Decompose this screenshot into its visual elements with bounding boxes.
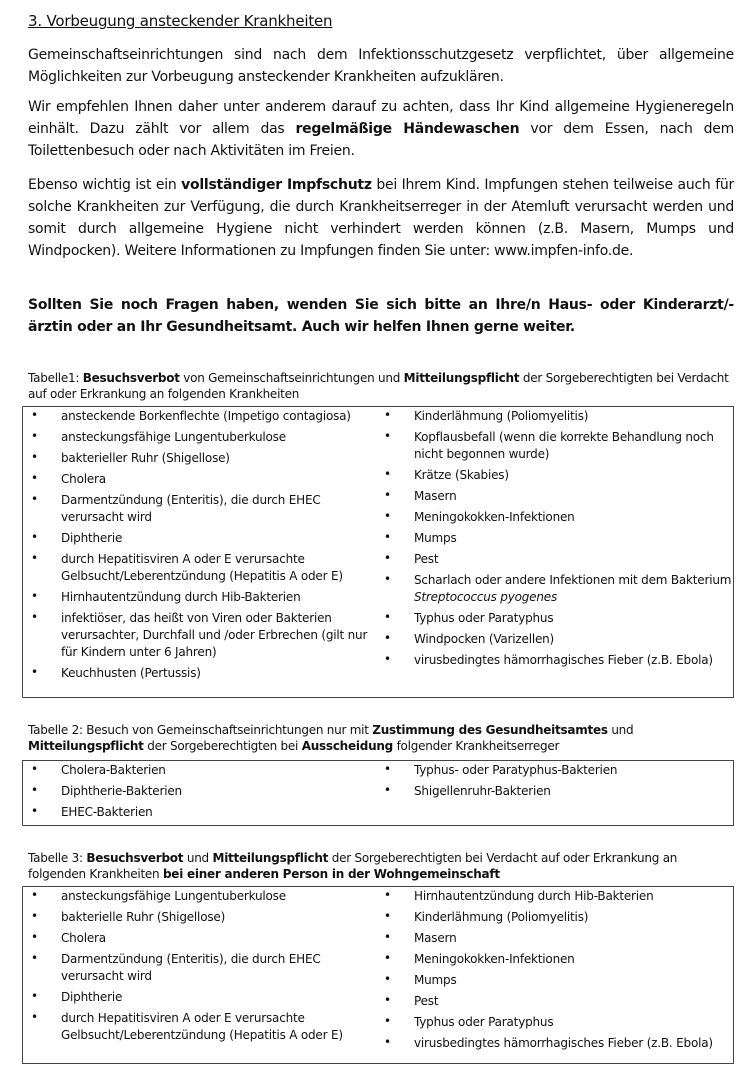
table1-left-list	[27, 407, 378, 685]
list-item: • Darmentzündung (Enteritis), die durch EHEC verursacht wird	[31, 492, 321, 524]
bullet-icon: •	[31, 783, 38, 797]
bullet-icon: •	[384, 993, 391, 1007]
table3	[22, 886, 734, 1064]
bullet-icon: •	[384, 888, 391, 902]
list-item: • Meningokokken-Infektionen	[384, 509, 575, 524]
contact-paragraph: Sollten Sie noch Fragen haben, wenden Sie sich bitte an Ihre/n Haus- oder Kinderarzt/-ärztin oder an Ihr Gesundheitsamt. Auch wir helfen Ihnen gerne weiter.	[28, 297, 734, 335]
list-item: • Typhus- oder Paratyphus-Bakterien	[384, 762, 618, 777]
bullet-icon: •	[384, 530, 391, 544]
list-item: • Krätze (Skabies)	[384, 467, 509, 482]
list-item: • Hirnhautentzündung durch Hib-Bakterien	[31, 589, 301, 604]
list-item: • Diphtherie	[31, 530, 123, 545]
list-item: • Meningokokken-Infektionen	[384, 951, 575, 966]
list-item: • Scharlach oder andere Infektionen mit dem Bakterium Streptococcus pyogenes	[384, 572, 732, 604]
list-item: • Cholera	[31, 930, 106, 945]
bullet-icon: •	[384, 488, 391, 502]
list-item: • Mumps	[384, 972, 457, 987]
bullet-icon: •	[31, 930, 38, 944]
list-item: • Masern	[384, 488, 457, 503]
list-item: • Masern	[384, 930, 457, 945]
list-item: • virusbedingtes hämorrhagisches Fieber (z.B. Ebola)	[384, 1035, 713, 1050]
bullet-icon: •	[31, 1010, 38, 1024]
list-item: • Mumps	[384, 530, 457, 545]
list-item: • ansteckende Borkenflechte (Impetigo contagiosa)	[31, 408, 351, 423]
list-item: • Kinderlähmung (Poliomyelitis)	[384, 909, 589, 924]
table1	[22, 406, 734, 698]
list-item: • Pest	[384, 993, 439, 1008]
list-item: • Cholera	[31, 471, 106, 486]
bullet-icon: •	[384, 631, 391, 645]
list-item: • bakterieller Ruhr (Shigellose)	[31, 450, 230, 465]
list-item: • Cholera-Bakterien	[31, 762, 166, 777]
bullet-icon: •	[31, 989, 38, 1003]
bullet-icon: •	[31, 589, 38, 603]
list-item: • bakterielle Ruhr (Shigellose)	[31, 909, 226, 924]
section-heading: 3. Vorbeugung ansteckender Krankheiten	[28, 12, 333, 30]
bullet-icon: •	[384, 572, 391, 586]
list-item: • Diphtherie-Bakterien	[31, 783, 182, 798]
bullet-icon: •	[384, 972, 391, 986]
list-item: • Typhus oder Paratyphus	[384, 1014, 554, 1029]
bullet-icon: •	[384, 551, 391, 565]
list-item: • EHEC-Bakterien	[31, 804, 153, 819]
bullet-icon: •	[31, 551, 38, 565]
list-item: • Kopflausbefall (wenn die korrekte Behandlung noch nicht begonnen wurde)	[384, 429, 714, 461]
list-item: • durch Hepatitisviren A oder E verursachte Gelbsucht/Leberentzündung (Hepatitis A oder E)	[31, 551, 343, 583]
bullet-icon: •	[384, 951, 391, 965]
table2-right-list	[380, 761, 733, 803]
list-item: • Diphtherie	[31, 989, 123, 1004]
bullet-icon: •	[31, 429, 38, 443]
table3-left-list	[27, 887, 378, 1047]
bullet-icon: •	[31, 450, 38, 464]
bullet-icon: •	[31, 909, 38, 923]
table2	[22, 760, 734, 826]
bullet-icon: •	[384, 429, 391, 443]
bullet-icon: •	[31, 665, 38, 679]
table3-caption: Tabelle 3: Besuchsverbot und Mitteilungspflicht der Sorgeberechtigten bei Verdacht auf oder Erkrankung an folgenden Krankheiten bei einer anderen Person in der Wohngemeinschaft	[28, 851, 678, 881]
vaccination-paragraph: Ebenso wichtig ist ein vollständiger Impfschutz bei Ihrem Kind. Impfungen stehen teilweise auch für solche Krankheiten zur Verfügung, die durch Krankheitserreger in der Atemluft verursacht werden und somit durch allgemeine Hygiene nicht verhindert werden können (z.B. Masern, Mumps und Windpocken). Weitere Informationen zu Impfungen finden Sie unter: www.impfen-info.de.	[28, 177, 734, 259]
table1-right-list	[380, 407, 733, 672]
list-item: • ansteckungsfähige Lungentuberkulose	[31, 888, 286, 903]
list-item: • Typhus oder Paratyphus	[384, 610, 554, 625]
bullet-icon: •	[384, 408, 391, 422]
bullet-icon: •	[384, 1014, 391, 1028]
bullet-icon: •	[384, 1035, 391, 1049]
list-item: • durch Hepatitisviren A oder E verursachte Gelbsucht/Leberentzündung (Hepatitis A oder E)	[31, 1010, 343, 1042]
table2-left-list	[27, 761, 378, 824]
bullet-icon: •	[384, 930, 391, 944]
bullet-icon: •	[384, 467, 391, 481]
table1-caption: Tabelle1: Besuchsverbot von Gemeinschaftseinrichtungen und Mitteilungspflicht der Sorgeberechtigten bei Verdacht auf oder Erkrankung an folgenden Krankheiten	[28, 371, 729, 401]
list-item: • Hirnhautentzündung durch Hib-Bakterien	[384, 888, 654, 903]
list-item: • virusbedingtes hämorrhagisches Fieber (z.B. Ebola)	[384, 652, 713, 667]
bullet-icon: •	[31, 492, 38, 506]
list-item: • Kinderlähmung (Poliomyelitis)	[384, 408, 589, 423]
list-item: • Pest	[384, 551, 439, 566]
bullet-icon: •	[384, 610, 391, 624]
list-item: • Shigellenruhr-Bakterien	[384, 783, 551, 798]
bullet-icon: •	[31, 888, 38, 902]
list-item: • ansteckungsfähige Lungentuberkulose	[31, 429, 286, 444]
list-item: • Darmentzündung (Enteritis), die durch EHEC verursacht wird	[31, 951, 321, 983]
bullet-icon: •	[31, 804, 38, 818]
bullet-icon: •	[384, 909, 391, 923]
bullet-icon: •	[31, 951, 38, 965]
bullet-icon: •	[31, 762, 38, 776]
intro-paragraph: Gemeinschaftseinrichtungen sind nach dem Infektionsschutzgesetz verpflichtet, über allgemeine Möglichkeiten zur Vorbeugung ansteckender Krankheiten aufzuklären.	[28, 47, 734, 85]
bullet-icon: •	[384, 762, 391, 776]
list-item: • Keuchhusten (Pertussis)	[31, 665, 201, 680]
list-item: • infektiöser, das heißt von Viren oder Bakterien verursachter, Durchfall und /oder Erbrechen (gilt nur für Kindern unter 6 Jahren)	[31, 610, 368, 659]
bullet-icon: •	[31, 471, 38, 485]
bullet-icon: •	[384, 652, 391, 666]
bullet-icon: •	[31, 610, 38, 624]
list-item: • Windpocken (Varizellen)	[384, 631, 555, 646]
bullet-icon: •	[384, 783, 391, 797]
table2-caption: Tabelle 2: Besuch von Gemeinschaftseinrichtungen nur mit Zustimmung des Gesundheitsamtes und Mitteilungspflicht der Sorgeberechtigten bei Ausscheidung folgender Krankheitserreger	[28, 723, 634, 753]
hygiene-paragraph: Wir empfehlen Ihnen daher unter anderem darauf zu achten, dass Ihr Kind allgemeine Hygieneregeln einhält. Dazu zählt vor allem das regelmäßige Händewaschen vor dem Essen, nach dem Toilettenbesuch oder nach Aktivitäten im Freien.	[28, 99, 734, 159]
vaccination-emphasis: vollständiger Impfschutz	[181, 177, 372, 193]
bullet-icon: •	[31, 408, 38, 422]
hygiene-emphasis: regelmäßige Händewaschen	[295, 121, 520, 137]
bullet-icon: •	[384, 509, 391, 523]
bullet-icon: •	[31, 530, 38, 544]
table3-right-list	[380, 887, 733, 1055]
